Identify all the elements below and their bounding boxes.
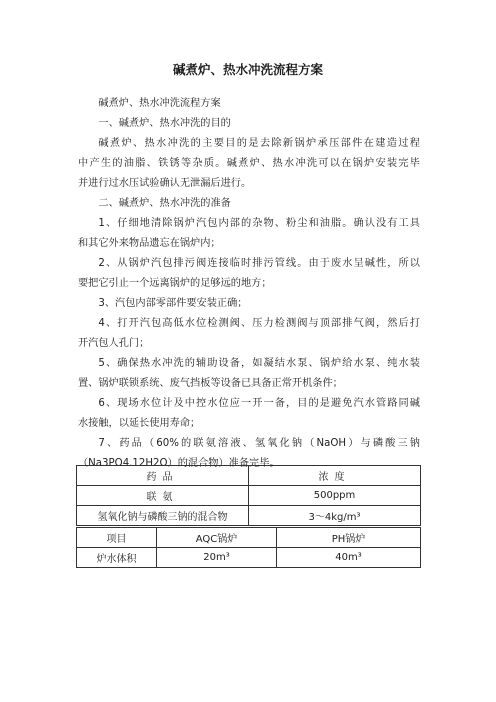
table-cell: 联氨 <box>77 486 249 506</box>
document-title: 碱煮炉、热水冲洗流程方案 <box>172 62 323 77</box>
boiler-water-volume-table <box>76 527 421 568</box>
table-header-cell: AQC锅炉 <box>157 528 277 548</box>
body-line: 开汽包人孔门； <box>78 338 150 349</box>
table-header-cell: 浓度 <box>249 466 421 486</box>
table-header-row <box>77 528 421 548</box>
table-header-cell: 药品 <box>77 466 249 486</box>
body-line: 中产生的油脂、铁锈等杂质。碱煮炉、热水冲洗可以在锅炉安装完毕 <box>78 158 420 169</box>
body-line: （Na3PO4.12H2O）的混合物）准备完毕。 <box>78 458 280 469</box>
table-row <box>77 486 421 506</box>
table-header-row <box>77 466 421 486</box>
table-cell: 500ppm <box>249 486 421 506</box>
body-line: 并进行过水压试验确认无泄漏后进行。 <box>78 178 252 189</box>
table-row <box>77 548 421 568</box>
table-cell: 40m³ <box>277 548 421 568</box>
table-cell: 3～4kg/m³ <box>249 506 421 526</box>
table-cell: 20m³ <box>157 548 277 568</box>
body-line: 和其它外来物品遗忘在锅炉内； <box>78 238 221 249</box>
body-line: 1、仔细地清除锅炉汽包内部的杂物、粉尘和油脂。确认没有工具 <box>98 218 420 229</box>
body-line: 要把它引止一个远离锅炉的足够远的地方； <box>78 278 272 289</box>
body-line: 碱煮炉、热水冲洗流程方案 <box>98 98 221 109</box>
body-line: 5、确保热水冲洗的辅助设备，如凝结水泵、锅炉给水泵、纯水装 <box>98 358 420 369</box>
table-cell: 炉水体积 <box>77 548 157 568</box>
table-header-cell: 项目 <box>77 528 157 548</box>
table-header-cell: PH锅炉 <box>277 528 421 548</box>
table-cell: 氢氧化钠与磷酸三钠的混合物 <box>77 506 249 526</box>
body-line: 6、现场水位计及中控水位应一开一备，目的是避免汽水管路同碱 <box>98 398 420 409</box>
body-line: 7、药品（60%的联氨溶液、氢氧化钠（NaOH）与磷酸三钠 <box>98 438 420 449</box>
table-row <box>77 506 421 526</box>
body-line: 置、锅炉联锁系统、废气挡板等设备已具备正常开机条件； <box>78 378 343 389</box>
chemical-concentration-table <box>76 465 421 526</box>
body-line: 3、汽包内部零部件要安装正确； <box>98 298 248 309</box>
body-line: 水接触，以延长使用寿命； <box>78 418 201 429</box>
body-line: 碱煮炉、热水冲洗的主要目的是去除新锅炉承压部件在建造过程 <box>98 138 420 149</box>
document-body <box>78 94 420 474</box>
body-line: 2、从锅炉汽包排污阀连接临时排污管线。由于废水呈碱性，所以 <box>98 258 420 269</box>
body-line: 二、碱煮炉、热水冲洗的准备 <box>98 198 231 209</box>
body-line: 一、碱煮炉、热水冲洗的目的 <box>98 118 231 129</box>
body-line: 4、打开汽包高低水位检测阀、压力检测阀与顶部排气阀，然后打 <box>98 318 420 329</box>
